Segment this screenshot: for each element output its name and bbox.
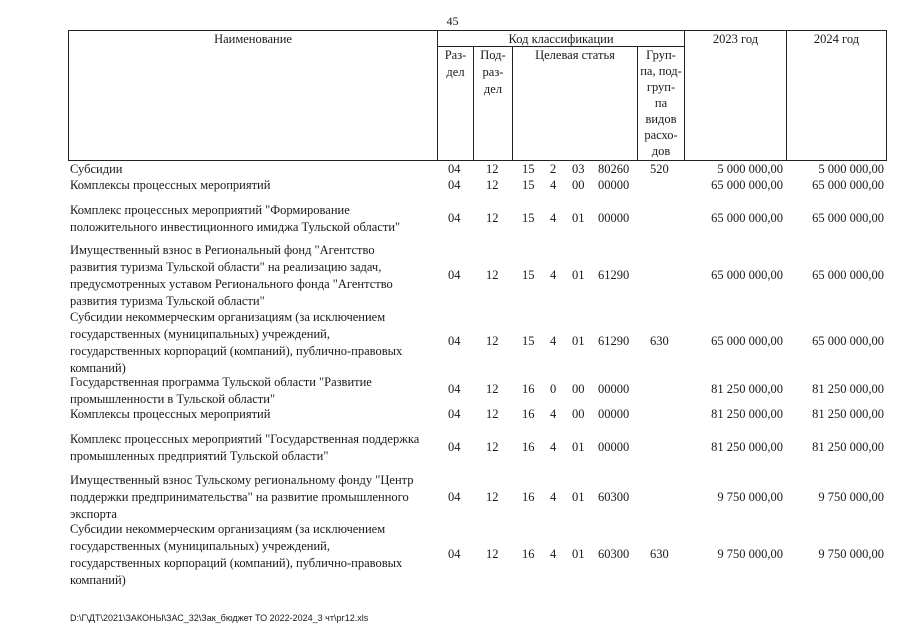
cell-razdel: 04: [448, 407, 461, 421]
cell-target-2: 4: [550, 407, 557, 421]
cell-target-3: 01: [572, 440, 585, 454]
cell-podrazdel: 12: [486, 490, 499, 504]
cell-target-4: 61290: [598, 268, 630, 282]
cell-2024: 81 250 000,00: [812, 382, 884, 396]
cell-podrazdel: 12: [486, 178, 499, 192]
row-name: Имущественный взнос Тульскому региональному фонду "Центр поддержки предпринимательства" на развитие промышленного экспорта: [70, 473, 414, 521]
cell-target-4: 00000: [598, 178, 630, 192]
cell-target-4: 60300: [598, 490, 630, 504]
cell-2023: 5 000 000,00: [717, 162, 783, 176]
cell-target-1: 15: [522, 334, 535, 348]
cell-target-3: 01: [572, 490, 585, 504]
page-number: 45: [446, 14, 459, 28]
cell-target-1: 15: [522, 162, 535, 176]
header-name: Наименование: [214, 32, 292, 46]
row-name: Комплекс процессных мероприятий "Формирование положительного инвестиционного имиджа Тульской области": [70, 203, 401, 234]
cell-2023: 65 000 000,00: [711, 211, 783, 225]
cell-podrazdel: 12: [486, 440, 499, 454]
cell-2024: 65 000 000,00: [812, 334, 884, 348]
row-name: Государственная программа Тульской области "Развитие промышленности в Тульской области": [70, 375, 372, 406]
cell-target-1: 16: [522, 407, 535, 421]
cell-podrazdel: 12: [486, 547, 499, 561]
cell-group: 630: [650, 547, 669, 561]
cell-podrazdel: 12: [486, 162, 499, 176]
cell-target-3: 01: [572, 547, 585, 561]
header-code: Код классификации: [508, 32, 614, 46]
cell-target-2: 4: [550, 334, 557, 348]
cell-target-2: 2: [550, 162, 557, 176]
cell-razdel: 04: [448, 268, 461, 282]
row-name: Субсидии некоммерческим организациям (за исключением государственных (муниципальных) учреждений, государственных корпораций (компаний), публично-правовых компаний): [70, 522, 403, 587]
col-line-2023: [786, 30, 787, 161]
cell-razdel: 04: [448, 178, 461, 192]
header-target: Целевая статья: [535, 48, 615, 62]
row-name: Комплекс процессных мероприятий "Государственная поддержка промышленных предприятий Тульской области": [70, 432, 420, 463]
cell-2023: 65 000 000,00: [711, 334, 783, 348]
cell-podrazdel: 12: [486, 334, 499, 348]
cell-2024: 65 000 000,00: [812, 211, 884, 225]
cell-2024: 9 750 000,00: [818, 490, 884, 504]
cell-target-3: 01: [572, 211, 585, 225]
row-name: Субсидии: [70, 162, 123, 176]
cell-target-4: 80260: [598, 162, 630, 176]
cell-target-3: 00: [572, 407, 585, 421]
cell-2023: 9 750 000,00: [717, 547, 783, 561]
cell-target-4: 00000: [598, 407, 630, 421]
header-2023: 2023 год: [712, 32, 759, 46]
cell-2024: 9 750 000,00: [818, 547, 884, 561]
cell-target-2: 4: [550, 268, 557, 282]
cell-razdel: 04: [448, 334, 461, 348]
cell-target-3: 03: [572, 162, 585, 176]
cell-podrazdel: 12: [486, 407, 499, 421]
cell-target-4: 61290: [598, 334, 630, 348]
col-line-right: [886, 30, 887, 161]
cell-target-1: 16: [522, 490, 535, 504]
cell-group: 630: [650, 334, 669, 348]
row-name: Комплексы процессных мероприятий: [70, 407, 271, 421]
col-line-group: [684, 30, 685, 161]
row-name: Субсидии некоммерческим организациям (за исключением государственных (муниципальных) учреждений, государственных корпораций (компаний), публично-правовых компаний): [70, 310, 403, 375]
cell-2023: 81 250 000,00: [711, 440, 783, 454]
cell-2023: 65 000 000,00: [711, 178, 783, 192]
cell-target-2: 4: [550, 490, 557, 504]
cell-2023: 65 000 000,00: [711, 268, 783, 282]
row-name: Имущественный взнос в Региональный фонд "Агентство развития туризма Тульской области" на реализацию задач, предусмотренных уставом Регионального фонда "Агентство развития туризма Тульской области": [70, 243, 393, 308]
cell-target-4: 00000: [598, 211, 630, 225]
cell-target-1: 15: [522, 268, 535, 282]
cell-2024: 81 250 000,00: [812, 407, 884, 421]
header-podrazdel: Под- раз- дел: [480, 48, 506, 96]
cell-target-1: 16: [522, 382, 535, 396]
header-2024: 2024 год: [813, 32, 860, 46]
cell-target-3: 01: [572, 268, 585, 282]
cell-razdel: 04: [448, 211, 461, 225]
cell-target-3: 01: [572, 334, 585, 348]
cell-target-4: 00000: [598, 440, 630, 454]
cell-podrazdel: 12: [486, 382, 499, 396]
cell-razdel: 04: [448, 382, 461, 396]
header-razdel: Раз- дел: [444, 48, 467, 79]
cell-2024: 65 000 000,00: [812, 178, 884, 192]
cell-target-1: 15: [522, 211, 535, 225]
cell-target-2: 0: [550, 382, 557, 396]
cell-2023: 81 250 000,00: [711, 407, 783, 421]
cell-razdel: 04: [448, 490, 461, 504]
cell-target-2: 4: [550, 440, 557, 454]
cell-2023: 81 250 000,00: [711, 382, 783, 396]
cell-target-1: 16: [522, 440, 535, 454]
cell-group: 520: [650, 162, 669, 176]
cell-2024: 65 000 000,00: [812, 268, 884, 282]
cell-2024: 81 250 000,00: [812, 440, 884, 454]
col-line-left: [68, 30, 69, 161]
cell-razdel: 04: [448, 547, 461, 561]
row-name: Комплексы процессных мероприятий: [70, 178, 271, 192]
cell-target-2: 4: [550, 547, 557, 561]
cell-target-4: 60300: [598, 547, 630, 561]
cell-target-1: 15: [522, 178, 535, 192]
file-path-footer: D:\Г\ДТ\2021\ЗАКОНЫ\ЗАС_32\Зак_бюджет ТО 2022-2024_3 чт\рг12.xls: [70, 613, 369, 623]
cell-target-3: 00: [572, 382, 585, 396]
header-group: Груп- па, под- груп- па видов расхо- дов: [640, 48, 682, 158]
cell-2024: 5 000 000,00: [818, 162, 884, 176]
cell-target-1: 16: [522, 547, 535, 561]
cell-razdel: 04: [448, 440, 461, 454]
cell-target-3: 00: [572, 178, 585, 192]
cell-target-4: 00000: [598, 382, 630, 396]
cell-2023: 9 750 000,00: [717, 490, 783, 504]
cell-target-2: 4: [550, 178, 557, 192]
cell-podrazdel: 12: [486, 211, 499, 225]
cell-podrazdel: 12: [486, 268, 499, 282]
cell-target-2: 4: [550, 211, 557, 225]
cell-razdel: 04: [448, 162, 461, 176]
